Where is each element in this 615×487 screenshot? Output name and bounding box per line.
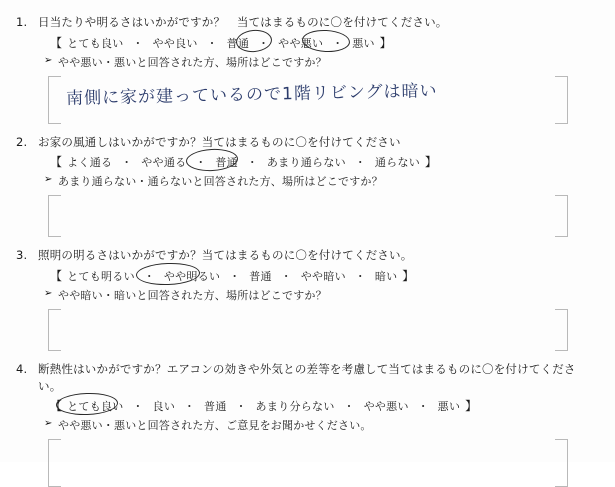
- question-2-choices[interactable]: [50, 153, 437, 170]
- option-4-6[interactable]: 悪い: [437, 400, 461, 414]
- option-1-1[interactable]: とても良い: [67, 36, 124, 50]
- bracket-left: [48, 195, 61, 237]
- question-4-followup: [44, 417, 599, 433]
- bracket-open: 【: [50, 269, 63, 284]
- question-2-followup: [44, 173, 599, 189]
- option-4-4[interactable]: あまり分らない: [255, 400, 335, 414]
- option-2-3[interactable]: 普通: [215, 156, 238, 170]
- bracket-close: 】: [465, 399, 478, 414]
- question-1-answer-box[interactable]: [48, 76, 568, 122]
- question-3-followup: [44, 287, 599, 303]
- bracket-right: [555, 195, 568, 237]
- question-block-1: [16, 14, 599, 122]
- option-4-2[interactable]: 良い: [152, 400, 176, 414]
- question-3-answer-box[interactable]: [48, 309, 568, 349]
- question-2-heading: [16, 134, 599, 151]
- option-2-1[interactable]: よく通る: [67, 156, 113, 170]
- choice-separator: ・: [354, 156, 367, 170]
- question-2-answer-box[interactable]: [48, 195, 568, 235]
- option-1-4[interactable]: やや悪い: [278, 36, 324, 50]
- bracket-right: [555, 309, 568, 351]
- option-3-4[interactable]: やや暗い: [300, 270, 346, 284]
- option-4-1[interactable]: とても良い: [67, 400, 124, 414]
- option-3-3[interactable]: 普通: [249, 270, 272, 284]
- choice-separator: ・: [195, 156, 207, 170]
- question-4-text: 断熱性はいかがですか？エアコンの効きや外気との差等を考慮して当てはまるものに〇を付けてください。: [38, 362, 576, 393]
- bracket-left: [48, 309, 61, 351]
- question-block-3: [16, 247, 599, 349]
- choice-separator: ・: [280, 270, 292, 284]
- choice-separator: ・: [235, 400, 247, 414]
- question-block-4: [16, 361, 599, 485]
- question-2-text: お家の風通しはいかがですか？当てはまるものに〇を付けてください: [38, 134, 401, 149]
- bracket-right: [555, 76, 568, 124]
- question-2-followup-text: あまり通らない・通らないと回答された方、場所はどこですか？: [58, 175, 383, 189]
- question-1-text: 日当たりや明るさはいかがですか？ 当てはまるものに〇を付けてください。: [38, 15, 448, 29]
- bracket-close: 】: [379, 35, 392, 50]
- choice-separator: ・: [229, 270, 241, 284]
- choice-separator: ・: [143, 270, 156, 284]
- bracket-open: 【: [50, 399, 63, 414]
- question-1-followup: [44, 54, 599, 70]
- bracket-open: 【: [50, 155, 63, 170]
- option-4-5[interactable]: やや悪い: [363, 400, 409, 414]
- option-3-5[interactable]: 暗い: [374, 270, 398, 284]
- option-4-3[interactable]: 普通: [204, 400, 227, 414]
- bracket-open: 【: [50, 35, 63, 50]
- question-block-2: [16, 134, 599, 236]
- arrow-bullet-icon: ➢: [44, 418, 53, 430]
- question-1-heading: [16, 14, 599, 31]
- arrow-bullet-icon: ➢: [44, 174, 53, 186]
- question-3-heading: [16, 247, 599, 264]
- choice-separator: ・: [417, 400, 429, 414]
- question-2-number: 2.: [16, 134, 28, 149]
- question-4-followup-text: やや悪い・悪いと回答された方、ご意見をお聞かせください。: [58, 419, 372, 433]
- question-3-number: 3.: [16, 248, 28, 263]
- question-4-heading: [16, 361, 599, 394]
- question-4-number: 4.: [16, 362, 28, 377]
- choice-separator: ・: [132, 400, 144, 414]
- bracket-close: 】: [402, 269, 415, 284]
- choice-separator: ・: [246, 156, 259, 170]
- option-2-2[interactable]: やや通る: [141, 156, 187, 170]
- question-4-answer-box[interactable]: [48, 439, 568, 485]
- question-3-choices[interactable]: [50, 267, 415, 284]
- choice-separator: ・: [354, 270, 367, 284]
- option-2-5[interactable]: 通らない: [374, 156, 421, 170]
- question-3-text: 照明の明るさはいかがですか？当てはまるものに〇を付けてください。: [38, 248, 413, 263]
- choice-separator: ・: [258, 36, 270, 50]
- bracket-left: [48, 439, 61, 487]
- arrow-bullet-icon: ➢: [44, 54, 53, 66]
- question-3-followup-text: やや暗い・暗いと回答された方、場所はどこですか？: [58, 289, 327, 303]
- choice-separator: ・: [332, 36, 344, 50]
- option-1-2[interactable]: やや良い: [152, 36, 198, 50]
- question-1-followup-text: やや悪い・悪いと回答された方、場所はどこですか？: [58, 55, 327, 69]
- bracket-close: 】: [424, 155, 438, 170]
- option-1-3[interactable]: 普通: [226, 36, 250, 50]
- choice-separator: ・: [121, 156, 133, 170]
- question-4-choices[interactable]: [50, 397, 477, 414]
- question-1-number: 1.: [16, 15, 28, 29]
- option-2-4[interactable]: あまり通らない: [266, 156, 346, 170]
- arrow-bullet-icon: ➢: [44, 288, 53, 300]
- choice-separator: ・: [206, 36, 218, 50]
- option-1-5[interactable]: 悪い: [352, 36, 375, 50]
- option-3-1[interactable]: とても明るい: [67, 270, 135, 284]
- question-1-answer-text: 南側に家が建っているので1階リビングは暗い: [65, 80, 438, 109]
- bracket-right: [555, 439, 568, 487]
- choice-separator: ・: [343, 400, 355, 414]
- choice-separator: ・: [132, 36, 144, 50]
- option-3-2[interactable]: やや明るい: [163, 270, 221, 284]
- question-1-choices[interactable]: [50, 34, 392, 51]
- bracket-left: [48, 76, 61, 124]
- choice-separator: ・: [183, 400, 196, 414]
